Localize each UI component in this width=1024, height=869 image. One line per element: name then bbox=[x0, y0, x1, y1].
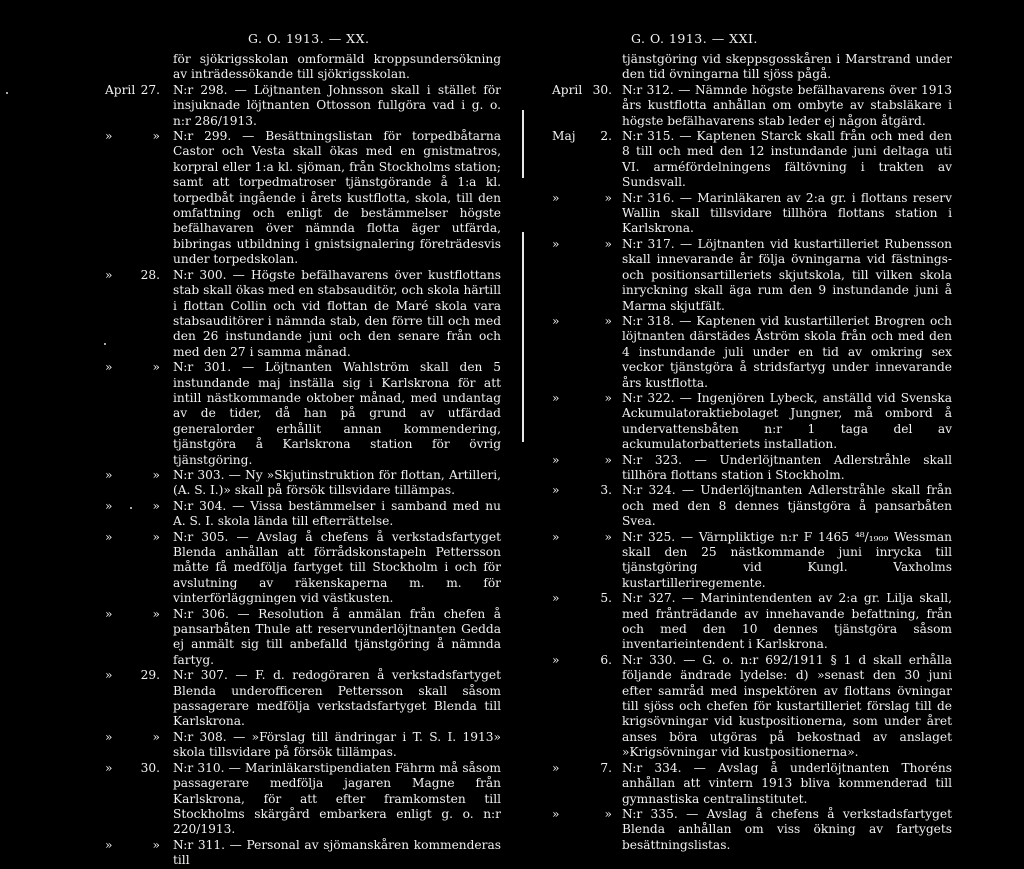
entry-day: » bbox=[152, 606, 160, 621]
order-entry bbox=[0, 730, 510, 761]
entry-text: N:r 311. — Personal av sjömanskåren kommenderas till bbox=[173, 837, 501, 868]
entry-text: N:r 300. — Högste befälhavarens över kustflottans stab skall ökas med en stabsauditör, och skola härtill i flottan Collin och vid flottan de Maré skola vara stabsauditörer i nämnda stab, den förre till och med den 26 instundande juni och den senare från och med den 27 i samma månad. bbox=[173, 267, 501, 359]
entry-text: N:r 303. — Ny »Skjutinstruktion för flottan, Artilleri, (A. S. I.)» skall på försök tillsvidare tillämpas. bbox=[173, 467, 501, 498]
entry-day: » bbox=[152, 529, 160, 544]
entry-text: N:r 327. — Marinintendenten av 2:a gr. Lilja skall, med frånträdande av innehavande befattning, från och med den 10 dennes tjänstgöra såsom inventarieintendent i Karlskrona. bbox=[622, 591, 952, 652]
entry-text: för sjökrigsskolan omformäld kroppsundersökning av inträdessökande till sjökrigsskolan. bbox=[173, 52, 501, 82]
entry-day: » bbox=[604, 390, 612, 405]
entry-text: N:r 298. — Löjtnanten Johnsson skall i stället för insjuknade löjtnanten Ottosson fullgöra vad i g. o. n:r 286/1913. bbox=[173, 82, 501, 128]
entry-text: N:r 334. — Avslag å underlöjtnanten Thoréns anhållan att vintern 1913 bliva kommenderad till gymnastiska centralinstitutet. bbox=[622, 760, 952, 806]
entry-month: » bbox=[552, 529, 560, 544]
order-entry bbox=[0, 761, 510, 838]
order-entry bbox=[512, 653, 1024, 761]
order-entry bbox=[0, 530, 510, 607]
entry-text: N:r 305. — Avslag å chefens å verkstadsfartyget Blenda anhållan att förrådskonstapeln Pettersson måtte få medfölja fartyget till Stockholm i och för avslutning av räkenskaperna m. m. för vinterförläggningen vid västkusten. bbox=[173, 529, 501, 606]
entry-month: » bbox=[552, 591, 560, 606]
entry-month: » bbox=[105, 467, 113, 482]
order-entry bbox=[512, 391, 1024, 453]
entry-day: » bbox=[604, 806, 612, 821]
entry-text: N:r 299. — Besättningslistan för torpedbåtarna Castor och Vesta skall ökas med en gnistmatros, korpral eller 1:a kl. sjöman, från Stockholms station; samt att torpedmatroser tjänstgörande å 1:a kl. torpedbåt ingående i årets kustflotta, skola, till den omfattning och enligt de bestämmelser högste befälhavaren över nämnda flotta äger utfärda, bibringas utbildning i gnistsignalering företrädesvis under torpedskolan. bbox=[173, 129, 501, 267]
order-entry bbox=[512, 191, 1024, 237]
entry-text: tjänstgöring vid skeppsgosskåren i Marstrand under den tid övningarna till sjöss pågå. bbox=[622, 52, 952, 82]
order-entry bbox=[0, 129, 510, 268]
entry-month: » bbox=[105, 498, 113, 513]
entry-text: N:r 322. — Ingenjören Lybeck, anställd vid Svenska Ackumulatoraktiebolaget Jungner, må ombord å undervattensbåten n:r 1 taga del av ackumulatorbatteriets installation. bbox=[622, 390, 952, 452]
order-entry bbox=[512, 807, 1024, 853]
order-entry bbox=[512, 314, 1024, 391]
entry-day: 5. bbox=[600, 591, 612, 606]
entry-month: » bbox=[105, 129, 113, 144]
right-page bbox=[512, 0, 1024, 852]
right-page-header: G. O. 1913. — XXI. bbox=[631, 31, 758, 46]
entry-text: N:r 306. — Resolution å anmälan från chefen å pansarbåten Thule att reservunderlöjtnanten Gedda ej anmält sig till anbefalld tjänstgöring å nämnda fartyg. bbox=[173, 606, 501, 667]
entry-text: N:r 324. — Underlöjtnanten Adlerstråhle skall från och med den 8 dennes tjänstgöra å pansarbåten Svea. bbox=[622, 483, 952, 529]
entry-month: April bbox=[552, 82, 583, 97]
order-entry bbox=[0, 468, 510, 499]
entry-text: N:r 315. — Kaptenen Starck skall från och med den 8 till och med den 12 instundande juni deltaga uti VI. arméfördelningens fältövning i trakten av Sundsvall. bbox=[622, 129, 952, 190]
entry-month: » bbox=[552, 652, 560, 667]
order-entry bbox=[512, 483, 1024, 529]
order-entry bbox=[0, 52, 510, 83]
order-entry bbox=[512, 453, 1024, 484]
entry-day: » bbox=[152, 729, 160, 744]
entry-day: » bbox=[152, 837, 160, 852]
order-entry bbox=[512, 83, 1024, 129]
entry-text: N:r 301. — Löjtnanten Wahlström skall den 5 instundande maj inställa sig i Karlskrona för att intill nästkommande oktober månad, med undantag av de tider, då han på grund av utfärdad generalorder erhållit annan kommendering, tjänstgöra å Karlskrona station för övrig tjänstgöring. bbox=[173, 360, 501, 467]
order-entry bbox=[512, 591, 1024, 653]
entry-day: 7. bbox=[600, 760, 612, 775]
entry-month: » bbox=[552, 390, 560, 405]
entry-month: » bbox=[105, 606, 113, 621]
order-entry bbox=[0, 360, 510, 468]
entry-month: » bbox=[552, 483, 560, 498]
entry-day: » bbox=[604, 190, 612, 205]
order-entry bbox=[0, 607, 510, 669]
entry-month: » bbox=[105, 360, 113, 375]
entry-text: N:r 323. — Underlöjtnanten Adlerstråhle skall tillhöra flottans station i Stockholm. bbox=[622, 452, 952, 482]
entry-text: N:r 325. — Värnpliktige n:r F 1465 ⁴⁸/₁₉₀₉ Wessman skall den 25 nästkommande juni inrycka till tjänstgöring vid Kungl. Vaxholms kustartilleriregemente. bbox=[622, 529, 952, 590]
entry-text: N:r 308. — »Förslag till ändringar i T. S. I. 1913» skola tillsvidare på försök tillämpas. bbox=[173, 729, 501, 760]
entry-text: N:r 335. — Avslag å chefens å verkstadsfartyget Blenda anhållan om viss ökning av fartygets besättningslistas. bbox=[622, 806, 952, 852]
order-entry bbox=[512, 129, 1024, 191]
entry-day: » bbox=[604, 236, 612, 251]
order-entry bbox=[512, 237, 1024, 314]
entry-text: N:r 330. — G. o. n:r 692/1911 § 1 d skall erhålla följande ändrade lydelse: d) »senast den 30 juni efter samråd med inspektören av flottans övningar till sjöss och chefen för kustartilleriet förslag till de krigsövningar vid kustpositionerna, som under året anses böra utgöras på bekostnad av anslaget »Krigsövningar vid kustpositionerna». bbox=[622, 652, 952, 760]
order-entry bbox=[0, 499, 510, 530]
entry-day: » bbox=[152, 467, 160, 482]
order-entry bbox=[0, 83, 510, 129]
entry-day: » bbox=[152, 129, 160, 144]
right-entries bbox=[512, 52, 1024, 853]
entry-day: 29. bbox=[140, 668, 160, 683]
entry-day: 30. bbox=[140, 760, 160, 775]
entry-text: N:r 310. — Marinläkarstipendiaten Fährm må såsom passagerare medfölja jagaren Magne från Karlskrona, för att efter framkomsten till Stockholms skärgård embarkera enligt g. o. n:r 220/1913. bbox=[173, 760, 501, 837]
entry-month: » bbox=[105, 729, 113, 744]
entry-day: » bbox=[604, 313, 612, 328]
scan-speck bbox=[130, 507, 132, 509]
entry-month: » bbox=[105, 267, 113, 282]
order-entry bbox=[512, 52, 1024, 83]
entry-month: » bbox=[552, 190, 560, 205]
entry-day: 2. bbox=[600, 129, 612, 144]
entry-text: N:r 316. — Marinläkaren av 2:a gr. i flottans reserv Wallin skall tillsvidare tillhöra flottans station i Karlskrona. bbox=[622, 190, 952, 236]
entry-day: 3. bbox=[600, 483, 612, 498]
entry-text: N:r 317. — Löjtnanten vid kustartilleriet Rubensson skall innevarande år följa övningarna vid fästnings- och positionsartilleriets skjutskola, till vilken skola inryckning skall äga rum den 9 instundande juni å Marma skjutfält. bbox=[622, 236, 952, 313]
scan-speck bbox=[6, 92, 8, 94]
entry-month: Maj bbox=[552, 129, 576, 144]
entry-day: » bbox=[604, 452, 612, 467]
entry-month: » bbox=[552, 313, 560, 328]
left-entries bbox=[0, 52, 510, 869]
entry-month: » bbox=[552, 760, 560, 775]
entry-text: N:r 312. — Nämnde högste befälhavarens över 1913 års kustflotta anhållan om ombyte av stabsläkare i högste befälhavarens stab leder ej någon åtgärd. bbox=[622, 82, 952, 128]
entry-day: 6. bbox=[600, 652, 612, 667]
entry-month: » bbox=[105, 529, 113, 544]
entry-text: N:r 307. — F. d. redogöraren å verkstadsfartyget Blenda underofficeren Pettersson skall såsom passagerare medfölja verkstadsfartyget Blenda till Karlskrona. bbox=[173, 668, 501, 729]
entry-month: » bbox=[552, 236, 560, 251]
left-page-header: G. O. 1913. — XX. bbox=[248, 31, 370, 46]
entry-day: » bbox=[152, 498, 160, 513]
entry-day: 27. bbox=[140, 82, 160, 97]
entry-text: N:r 304. — Vissa bestämmelser i samband med nu A. S. I. skola lända till efterrättelse. bbox=[173, 498, 501, 529]
order-entry bbox=[0, 668, 510, 730]
entry-month: » bbox=[552, 452, 560, 467]
entry-day: 28. bbox=[140, 267, 160, 282]
entry-month: » bbox=[105, 837, 113, 852]
entry-text: N:r 318. — Kaptenen vid kustartilleriet Brogren och löjtnanten därstädes Åström skola från och med den 4 instundande juli under en tid av omkring sex veckor tjänstgöra å stridsfartyg under innevarande års kustflotta. bbox=[622, 313, 952, 390]
order-entry bbox=[0, 268, 510, 360]
entry-month: » bbox=[552, 806, 560, 821]
scan-speck bbox=[104, 343, 106, 345]
entry-day: 30. bbox=[592, 82, 612, 97]
entry-day: » bbox=[604, 529, 612, 544]
entry-month: » bbox=[105, 668, 113, 683]
entry-month: April bbox=[105, 82, 136, 97]
order-entry bbox=[0, 838, 510, 869]
entry-day: » bbox=[152, 360, 160, 375]
entry-month: » bbox=[105, 760, 113, 775]
left-page bbox=[0, 0, 512, 868]
order-entry bbox=[512, 761, 1024, 807]
order-entry bbox=[512, 530, 1024, 592]
